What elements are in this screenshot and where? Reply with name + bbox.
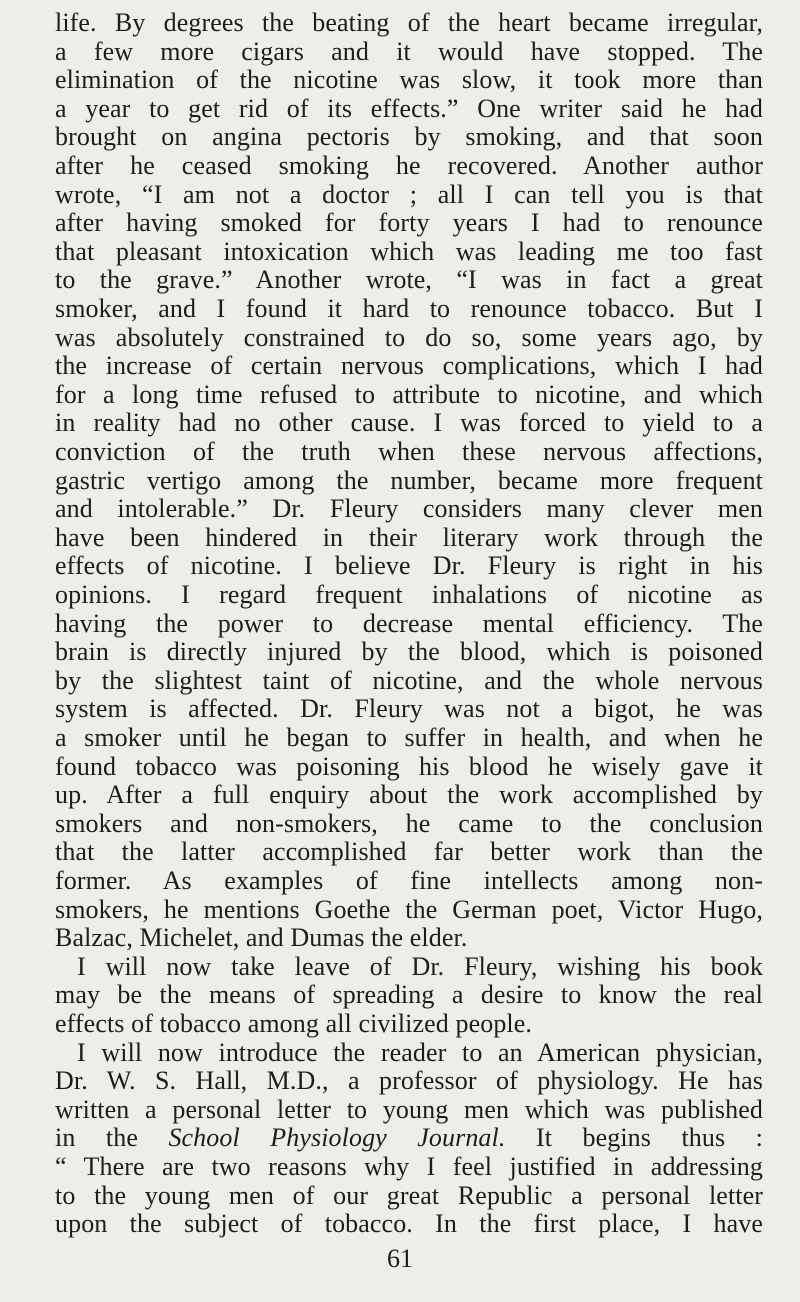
text-line: wrote, “I am not a doctor ; all I can tell you is that: [55, 179, 763, 209]
text-line: that pleasant intoxication which was leading me too fast: [55, 236, 763, 266]
text-line: to the young men of our great Republic a personal letter: [55, 1180, 763, 1210]
text-line: that the latter accomplished far better work than the: [55, 837, 763, 867]
text-line: after having smoked for forty years I had to renounce: [55, 208, 763, 238]
text-line: a smoker until he began to suffer in health, and when he: [55, 723, 763, 752]
text-line: have been hindered in their literary work through the: [55, 522, 763, 552]
text-line: up. After a full enquiry about the work accomplished by: [55, 780, 763, 810]
text-line: smokers, he mentions Goethe the German poet, Victor Hugo,: [55, 894, 763, 924]
text-segment: in the: [55, 1123, 169, 1153]
text-line: conviction of the truth when these nervous affections,: [55, 437, 763, 466]
text-line: life. By degrees the beating of the heart became irregular,: [55, 8, 763, 37]
text-line: brain is directly injured by the blood, which is poisoned: [55, 637, 763, 667]
text-line: a year to get rid of its effects.” One writer said he had: [55, 93, 763, 123]
text-line: may be the means of spreading a desire to know the real: [55, 980, 763, 1010]
text-line: written a personal letter to young men which was published: [55, 1094, 763, 1124]
text-line: Dr. W. S. Hall, M.D., a professor of physiology. He has: [55, 1066, 763, 1096]
text-line: found tobacco was poisoning his blood he wisely gave it: [55, 751, 763, 781]
text-line: effects of nicotine. I believe Dr. Fleury is right in his: [55, 551, 763, 581]
paragraph-start-line: I will now introduce the reader to an American physician,: [77, 1037, 763, 1067]
text-line: system is affected. Dr. Fleury was not a bigot, he was: [55, 694, 763, 724]
text-line: smokers and non-smokers, he came to the conclusion: [55, 808, 763, 838]
text-line: to the grave.” Another wrote, “I was in fact a great: [55, 265, 763, 295]
text-line: was absolutely constrained to do so, some years ago, by: [55, 322, 763, 352]
text-line: in reality had no other cause. I was forced to yield to a: [55, 408, 763, 438]
text-line: former. As examples of fine intellects among non-: [55, 866, 763, 895]
text-line: effects of tobacco among all civilized people.: [55, 1009, 532, 1038]
text-line: “ There are two reasons why I feel justified in addressing: [55, 1152, 763, 1181]
text-line: upon the subject of tobacco. In the first place, I have: [55, 1209, 763, 1239]
text-line: brought on angina pectoris by smoking, and that soon: [55, 122, 763, 152]
text-line: [55, 1123, 763, 1153]
text-line: after he ceased smoking he recovered. Another author: [55, 151, 763, 180]
text-line: by the slightest taint of nicotine, and the whole nervous: [55, 665, 763, 695]
journal-title: School Physiology Journal.: [168, 1123, 506, 1153]
text-line: for a long time refused to attribute to nicotine, and which: [55, 379, 763, 409]
paragraph-start-line: I will now take leave of Dr. Fleury, wishing his book: [77, 951, 763, 981]
text-line: having the power to decrease mental efficiency. The: [55, 608, 763, 638]
text-line: elimination of the nicotine was slow, it took more than: [55, 65, 763, 95]
text-line: a few more cigars and it would have stopped. The: [55, 36, 763, 66]
text-line: smoker, and I found it hard to renounce tobacco. But I: [55, 294, 763, 323]
text-line: the increase of certain nervous complications, which I had: [55, 351, 763, 381]
text-line: and intolerable.” Dr. Fleury considers many clever men: [55, 494, 763, 524]
text-line: Balzac, Michelet, and Dumas the elder.: [55, 923, 468, 953]
text-segment: It begins thus :: [505, 1123, 763, 1153]
text-line: gastric vertigo among the number, became more frequent: [55, 465, 763, 495]
text-line: opinions. I regard frequent inhalations of nicotine as: [55, 580, 763, 609]
page-number: 61: [387, 1243, 413, 1273]
